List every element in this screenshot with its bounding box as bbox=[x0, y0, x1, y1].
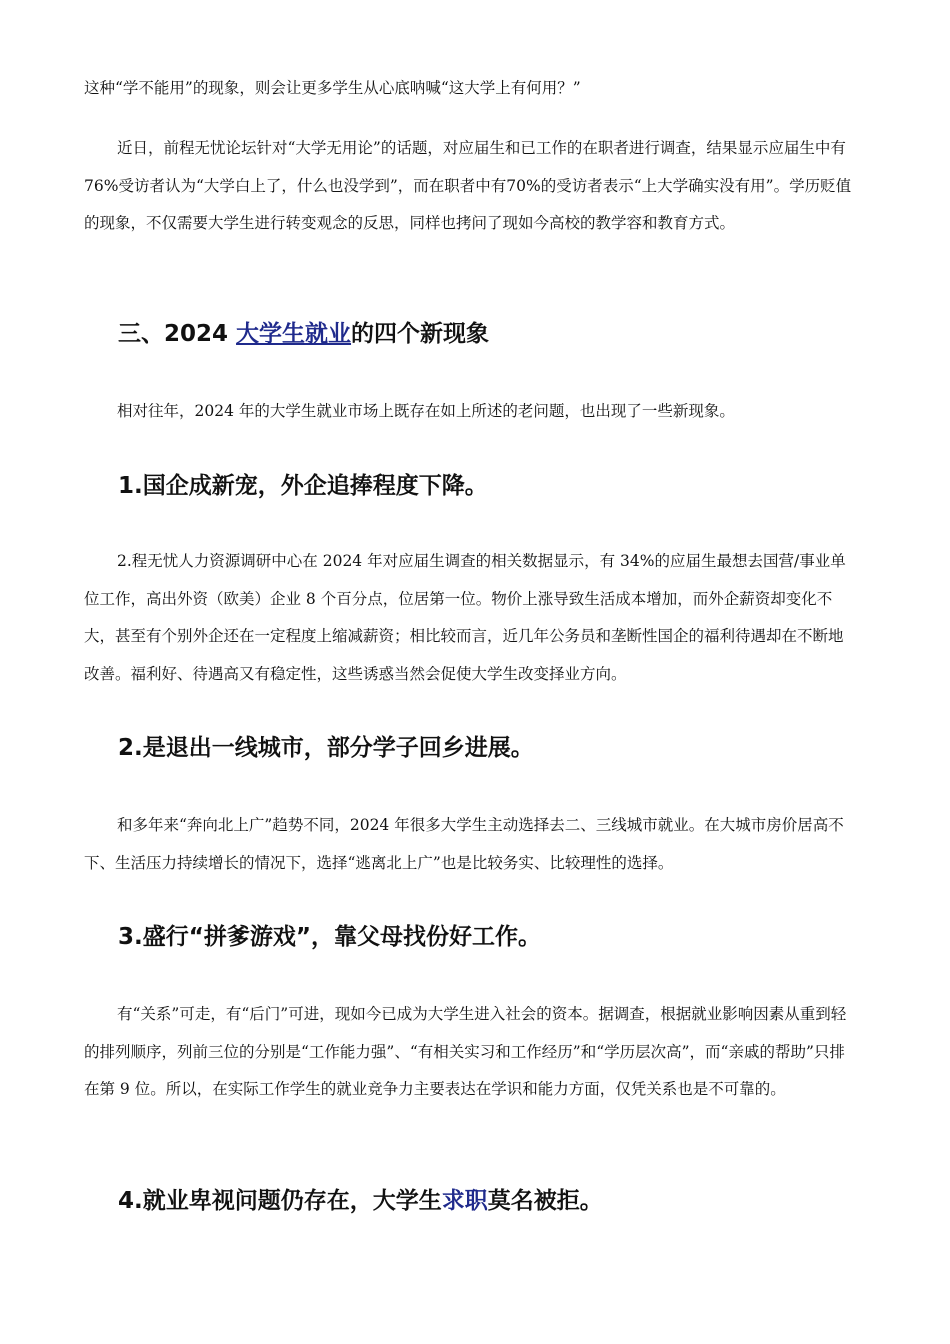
link-college-employment[interactable]: 大学生就业 bbox=[236, 321, 352, 347]
paragraph-overview: 相对往年，2024 年的大学生就业市场上既存在如上所述的老问题，也出现了一些新现象。 bbox=[117, 402, 735, 420]
section-heading-suffix: 的四个新现象 bbox=[351, 321, 490, 347]
paragraph-survey: 近日，前程无忧论坛针对“大学无用论”的话题，对应届生和已工作的在职者进行调查，结果显示应届生中有76%受访者认为“大学白上了，什么也没学到”，而在职者中有70%的受访者表示“上大学确实没有用”。学历贬值的现象，不仅需要大学生进行转变观念的反思，同样也拷问了现如今高校的教学容和教育方式。 bbox=[84, 139, 852, 233]
paragraph-connections: 有“关系”可走，有“后门”可进，现如今已成为大学生进入社会的资本。据调查，根据就业影响因素从重到轻的排列顺序，列前三位的分别是“工作能力强”、“有相关实习和工作经历”和“学历层次高”，而“亲戚的帮助”只排在第 9 位。所以，在实际工作学生的就业竞争力主要表达在学识和能力方面，仅凭关系也是不可靠的。 bbox=[84, 1005, 847, 1099]
section-heading-prefix: 三、2024 bbox=[118, 321, 237, 347]
subheading-3: 3.盛行“拼爹游戏”，靠父母找份好工作。 bbox=[118, 924, 541, 950]
paragraph-intro-end: 这种“学不能用”的现象，则会让更多学生从心底呐喊“这大学上有何用？” bbox=[84, 79, 581, 97]
subheading-4-suffix: 莫名被拒。 bbox=[487, 1188, 603, 1214]
paragraph-state-enterprise: 2.程无忧人力资源调研中心在 2024 年对应届生调查的相关数据显示，有 34%的应届生最想去国营/事业单位工作，高出外资（欧美）企业 8 个百分点，位居第一位。物价上涨导致生活成本增加，而外企薪资却变化不大，甚至有个别外企还在一定程度上缩减薪资；相比较而言，近几年公务员和垄断性国企的福利待遇却在不断地改善。福利好、待遇高又有稳定性，这些诱惑当然会促使大学生改变择业方向。 bbox=[84, 552, 846, 684]
paragraph-return-home: 和多年来“奔向北上广”趋势不同，2024 年很多大学生主动选择去二、三线城市就业。在大城市房价居高不下、生活压力持续增长的情况下，选择“逃离北上广”也是比较务实、比较理性的选择。 bbox=[84, 816, 844, 872]
subheading-4 bbox=[118, 1185, 603, 1217]
subheading-1: 1.国企成新宠，外企追捧程度下降。 bbox=[118, 473, 488, 499]
subheading-2: 2.是退出一线城市，部分学子回乡进展。 bbox=[118, 735, 534, 761]
subheading-4-prefix: 4.就业卑视问题仍存在，大学生 bbox=[118, 1188, 442, 1214]
link-job-seeking[interactable]: 求职 bbox=[441, 1188, 488, 1214]
section-heading bbox=[118, 318, 489, 350]
